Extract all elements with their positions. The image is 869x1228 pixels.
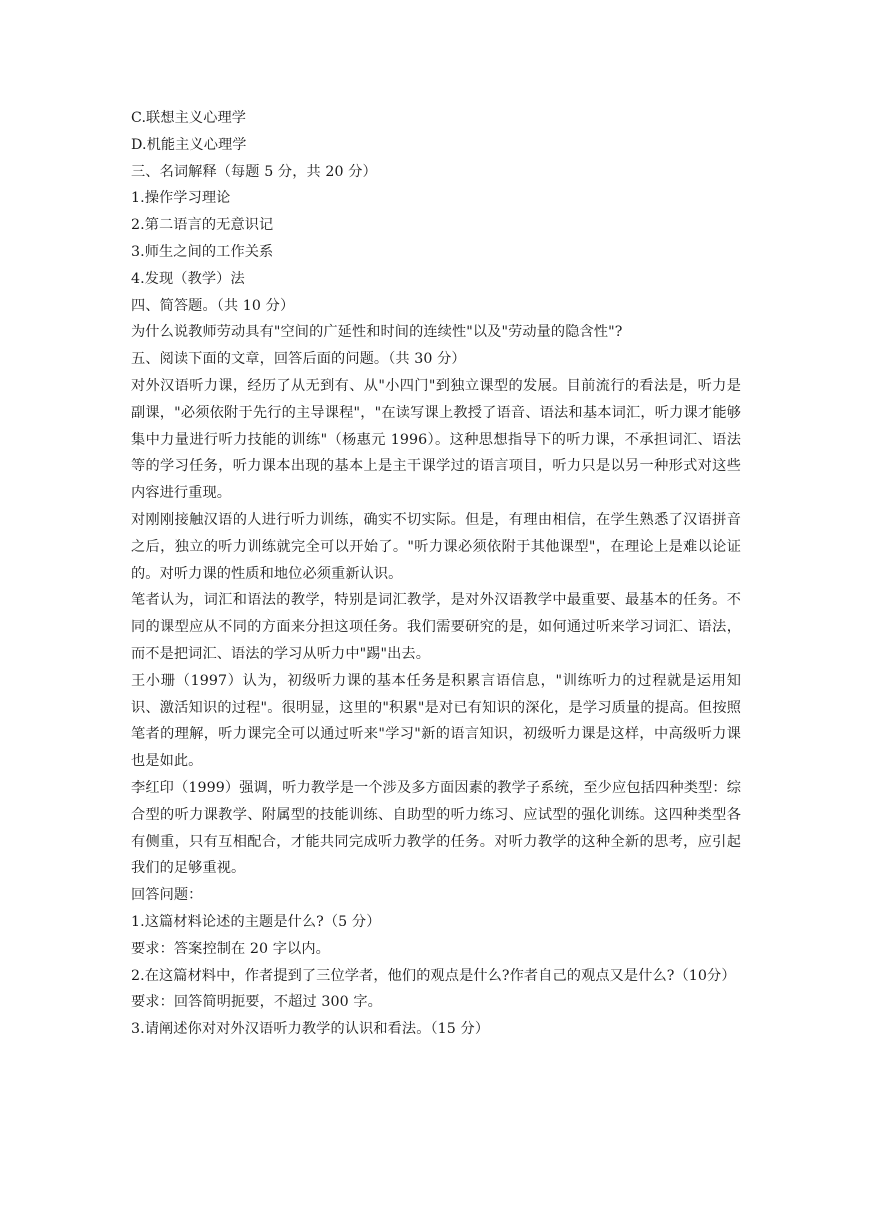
option-c: C.联想主义心理学: [131, 110, 247, 126]
section-3-heading: 三、名词解释（每题 5 分，共 20 分）: [131, 163, 377, 180]
term-item-1: 1.操作学习理论: [131, 190, 231, 207]
section-5-heading: 五、阅读下面的文章，回答后面的问题。（共 30 分）: [131, 351, 466, 368]
question-2-requirement: 要求：回答简明扼要，不超过 300 字。: [131, 994, 382, 1011]
term-item-3: 3.师生之间的工作关系: [131, 243, 274, 260]
answer-heading: 回答问题：: [131, 887, 203, 904]
passage-paragraph-5: 李红印（1999）强调，听力教学是一个涉及多方面因素的教学子系统，至少应包括四种类型：综合型的听力课教学、附属型的技能训练、自助型的听力练习、应试型的强化训练。这四种类型各有侧重，只有互相配合，才能共同完成听力教学的任务。对听力教学的这种全新的思考，应引起我们的足够重视。: [131, 779, 741, 877]
short-answer-question: 为什么说教师劳动具有"空间的广延性和时间的连续性"以及"劳动量的隐含性"?: [131, 324, 623, 341]
question-1-requirement: 要求：答案控制在 20 字以内。: [131, 940, 330, 957]
passage-paragraph-1: 对外汉语听力课，经历了从无到有、从"小四门"到独立课型的发展。目前流行的看法是，听力是副课，"必须依附于先行的主导课程"，"在读写课上教授了语音、语法和基本词汇，听力课才能够集中力量进行听力技能的训练"（杨惠元 1996）。这种思想指导下的听力课，不承担词汇、语法等的学习任务，听力课本出现的基本上是主干课学过的语言项目，听力只是以另一种形式对这些内容进行重现。: [131, 377, 741, 502]
term-item-4: 4.发现（教学）法: [131, 270, 245, 287]
passage-paragraph-4: 王小珊（1997）认为，初级听力课的基本任务是积累言语信息，"训练听力的过程就是运用知识、激活知识的过程"。很明显，这里的"积累"是对已有知识的深化，是学习质量的提高。但按照笔者的理解，听力课完全可以通过听来"学习"新的语言知识，初级听力课是这样，中高级听力课也是如此。: [131, 672, 741, 770]
question-2: 2.在这篇材料中，作者提到了三位学者，他们的观点是什么?作者自己的观点又是什么?（10分）: [131, 967, 736, 984]
question-3: 3.请阐述你对对外汉语听力教学的认识和看法。（15 分）: [131, 1021, 490, 1038]
term-item-2: 2.第二语言的无意识记: [131, 217, 274, 234]
passage-paragraph-3: 笔者认为，词汇和语法的教学，特别是词汇教学，是对外汉语教学中最重要、最基本的任务。不同的课型应从不同的方面来分担这项任务。我们需要研究的是，如何通过听来学习词汇、语法，而不是把词汇、语法的学习从听力中"踢"出去。: [131, 592, 741, 662]
document-body: [131, 105, 741, 1043]
section-4-heading: 四、简答题。（共 10 分）: [131, 297, 295, 314]
question-1: 1.这篇材料论述的主题是什么?（5 分）: [131, 913, 381, 930]
passage-paragraph-2: 对刚刚接触汉语的人进行听力训练，确实不切实际。但是，有理由相信，在学生熟悉了汉语拼音之后，独立的听力训练就完全可以开始了。"听力课必须依附于其他课型"，在理论上是难以论证的。对听力课的性质和地位必须重新认识。: [131, 511, 741, 582]
option-d: D.机能主义心理学: [131, 136, 247, 153]
